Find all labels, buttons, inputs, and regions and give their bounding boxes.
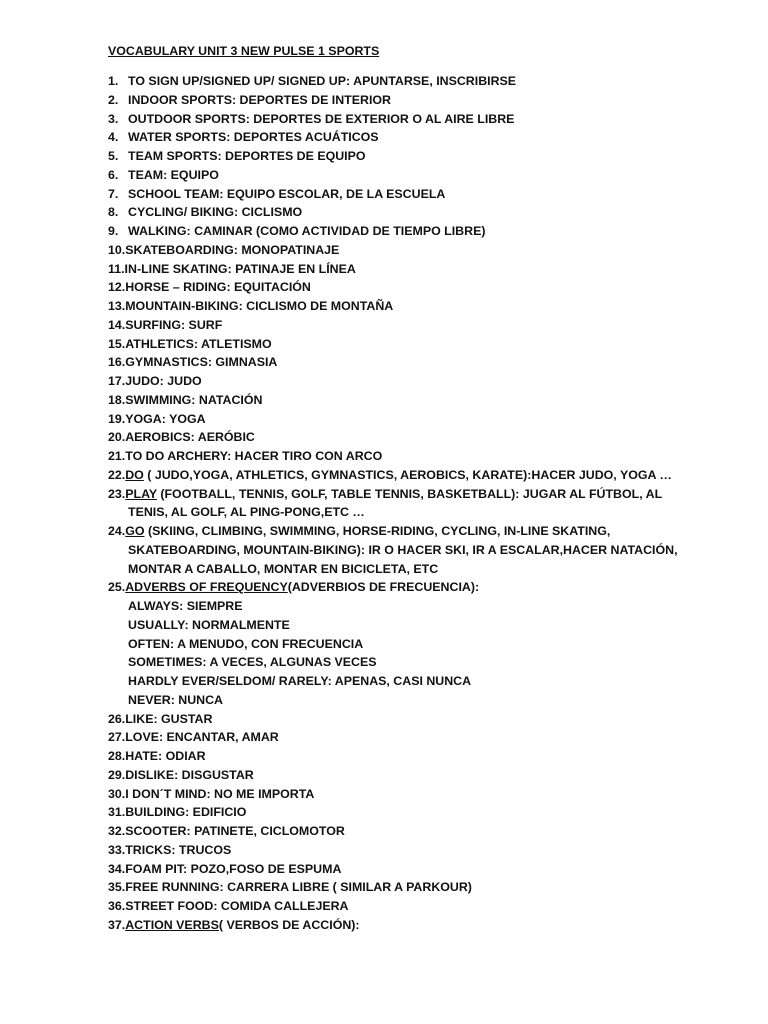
- item-rest: (ADVERBIOS DE FRECUENCIA):: [287, 580, 480, 595]
- adverb-line: OFTEN: A MENUDO, CON FRECUENCIA: [128, 636, 364, 651]
- item-text: GYMNASTICS: GIMNASIA: [125, 355, 278, 370]
- list-item: [108, 278, 748, 297]
- item-text: ATHLETICS: ATLETISMO: [125, 336, 272, 351]
- list-item: [108, 128, 748, 147]
- item-number: 7.: [108, 186, 119, 201]
- document-title: VOCABULARY UNIT 3 NEW PULSE 1 SPORTS: [108, 44, 380, 58]
- list-item: [108, 222, 748, 241]
- item-number: 8.: [108, 205, 119, 220]
- item-text: [125, 578, 479, 597]
- item-text: JUDO: JUDO: [125, 374, 202, 388]
- item-text: [125, 466, 672, 485]
- list-item: [108, 728, 748, 747]
- list-item: [108, 91, 748, 110]
- list-item: [108, 260, 748, 279]
- item-text: [125, 485, 662, 504]
- list-item: [108, 860, 748, 879]
- item-number: 10.: [108, 242, 126, 257]
- item-number: 20.: [108, 430, 126, 445]
- item-rest: ( JUDO,YOGA, ATHLETICS, GYMNASTICS, AEROBICS, KARATE):HACER JUDO, YOGA …: [143, 467, 672, 482]
- item-text: SWIMMING: NATACIÓN: [125, 392, 263, 407]
- list-item: [108, 316, 748, 335]
- item-number: 30.: [108, 786, 126, 801]
- list-item: [108, 916, 748, 935]
- item-number: 2.: [108, 92, 119, 107]
- list-item: [108, 803, 748, 822]
- item-text: SCOOTER: PATINETE, CICLOMOTOR: [125, 824, 345, 838]
- item-text: TEAM SPORTS: DEPORTES DE EQUIPO: [128, 149, 366, 163]
- item-number: 27.: [108, 730, 126, 745]
- adverb-line: ALWAYS: SIEMPRE: [128, 599, 243, 613]
- list-item: [108, 335, 748, 354]
- item-text: TO DO ARCHERY: HACER TIRO CON ARCO: [125, 449, 383, 463]
- list-item: [108, 166, 748, 185]
- item-number: 22.: [108, 467, 126, 482]
- item-text: LOVE: ENCANTAR, AMAR: [125, 730, 279, 745]
- underlined-term: PLAY: [125, 486, 157, 501]
- item-text: OUTDOOR SPORTS: DEPORTES DE EXTERIOR O AL AIRE LIBRE: [128, 111, 515, 126]
- item-text: [125, 916, 359, 935]
- item-number: 5.: [108, 149, 119, 163]
- item-text: TEAM: EQUIPO: [128, 167, 219, 182]
- list-item: [108, 203, 748, 222]
- item-number: 19.: [108, 411, 126, 426]
- item-number: 28.: [108, 749, 126, 763]
- item-number: 29.: [108, 767, 126, 782]
- item-number: 9.: [108, 224, 119, 238]
- item-number: 3.: [108, 111, 119, 126]
- item-text: DISLIKE: DISGUSTAR: [125, 767, 254, 782]
- item-number: 1.: [108, 74, 119, 88]
- item-number: 25.: [108, 580, 126, 595]
- list-item: [108, 578, 748, 597]
- item-number: 24.: [108, 524, 126, 538]
- list-item: [108, 353, 748, 372]
- list-item: [108, 710, 748, 729]
- item-continuation: MONTAR A CABALLO, MONTAR EN BICICLETA, ETC: [128, 561, 439, 576]
- item-text: TO SIGN UP/SIGNED UP/ SIGNED UP: APUNTARSE, INSCRIBIRSE: [128, 74, 517, 88]
- item-number: 14.: [108, 317, 126, 332]
- item-number: 11.: [108, 261, 125, 276]
- item-text: WATER SPORTS: DEPORTES ACUÁTICOS: [128, 130, 379, 145]
- list-item: [108, 391, 748, 410]
- item-text: HATE: ODIAR: [125, 749, 206, 763]
- list-item: [108, 878, 748, 897]
- underlined-term: DO: [125, 467, 144, 482]
- item-number: 15.: [108, 336, 126, 351]
- item-number: 18.: [108, 392, 126, 407]
- list-item: [108, 841, 748, 860]
- item-number: 37.: [108, 917, 126, 932]
- list-item: [108, 466, 748, 485]
- item-number: 31.: [108, 805, 126, 820]
- item-number: 35.: [108, 880, 126, 895]
- item-text: INDOOR SPORTS: DEPORTES DE INTERIOR: [128, 92, 391, 107]
- item-text: SKATEBOARDING: MONOPATINAJE: [125, 242, 340, 257]
- item-number: 32.: [108, 824, 126, 838]
- item-number: 17.: [108, 374, 126, 388]
- list-item: [108, 822, 748, 841]
- list-item: [108, 447, 748, 466]
- list-item: [108, 297, 748, 316]
- item-text: SURFING: SURF: [125, 317, 223, 332]
- item-text: SCHOOL TEAM: EQUIPO ESCOLAR, DE LA ESCUELA: [128, 186, 446, 201]
- item-text: CYCLING/ BIKING: CICLISMO: [128, 205, 303, 220]
- item-number: 16.: [108, 355, 126, 370]
- underlined-term: ACTION VERBS(: [125, 917, 223, 932]
- item-continuation: TENIS, AL GOLF, AL PING-PONG,ETC …: [128, 505, 365, 520]
- item-rest: VERBOS DE ACCIÓN):: [223, 917, 360, 932]
- item-continuation: SKATEBOARDING, MOUNTAIN-BIKING): IR O HACER SKI, IR A ESCALAR,HACER NATACIÓN,: [128, 542, 678, 557]
- item-number: 13.: [108, 299, 126, 313]
- list-item: [108, 522, 748, 541]
- item-text: IN-LINE SKATING: PATINAJE EN LÍNEA: [124, 261, 356, 276]
- item-rest: (FOOTBALL, TENNIS, GOLF, TABLE TENNIS, BASKETBALL): JUGAR AL FÚTBOL, AL: [156, 486, 663, 501]
- item-text: MOUNTAIN-BIKING: CICLISMO DE MONTAÑA: [125, 299, 394, 313]
- item-text: WALKING: CAMINAR (COMO ACTIVIDAD DE TIEMPO LIBRE): [128, 224, 486, 238]
- adverb-line: SOMETIMES: A VECES, ALGUNAS VECES: [128, 655, 377, 670]
- item-number: 33.: [108, 842, 126, 857]
- list-item: [108, 747, 748, 766]
- item-text: STREET FOOD: COMIDA CALLEJERA: [125, 899, 349, 913]
- item-text: FOAM PIT: POZO,FOSO DE ESPUMA: [125, 861, 342, 876]
- vocabulary-list: [108, 72, 748, 935]
- item-number: 23.: [108, 486, 126, 501]
- underlined-term: ADVERBS OF FREQUENCY: [125, 580, 288, 595]
- adverb-line: USUALLY: NORMALMENTE: [128, 617, 290, 632]
- list-item: [108, 72, 748, 91]
- list-item: [108, 766, 748, 785]
- item-text: I DON´T MIND: NO ME IMPORTA: [125, 786, 315, 801]
- list-item: [108, 897, 748, 916]
- item-text: YOGA: YOGA: [125, 411, 206, 426]
- list-item: [108, 241, 748, 260]
- item-text: FREE RUNNING: CARRERA LIBRE ( SIMILAR A PARKOUR): [125, 880, 472, 895]
- list-item: [108, 428, 748, 447]
- list-item: [108, 785, 748, 804]
- list-item: [108, 410, 748, 429]
- adverb-line: HARDLY EVER/SELDOM/ RARELY: APENAS, CASI NUNCA: [128, 674, 472, 688]
- item-text: AEROBICS: AERÓBIC: [125, 430, 255, 445]
- item-number: 21.: [108, 449, 126, 463]
- item-text: LIKE: GUSTAR: [125, 711, 213, 726]
- item-number: 26.: [108, 711, 126, 726]
- item-number: 36.: [108, 899, 126, 913]
- item-text: HORSE – RIDING: EQUITACIÓN: [125, 280, 311, 295]
- item-text: TRICKS: TRUCOS: [125, 842, 232, 857]
- list-item: [108, 485, 748, 504]
- list-item: [108, 147, 748, 166]
- item-number: 34.: [108, 861, 126, 876]
- list-item: [108, 185, 748, 204]
- item-number: 4.: [108, 130, 119, 145]
- item-number: 12.: [108, 280, 126, 295]
- list-item: [108, 110, 748, 129]
- list-item: [108, 372, 748, 391]
- item-number: 6.: [108, 167, 119, 182]
- item-text: [125, 522, 610, 541]
- item-text: BUILDING: EDIFICIO: [125, 805, 247, 820]
- underlined-term: GO: [125, 524, 145, 538]
- adverb-line: NEVER: NUNCA: [128, 692, 223, 707]
- item-rest: (SKIING, CLIMBING, SWIMMING, HORSE-RIDING, CYCLING, IN-LINE SKATING,: [144, 524, 611, 538]
